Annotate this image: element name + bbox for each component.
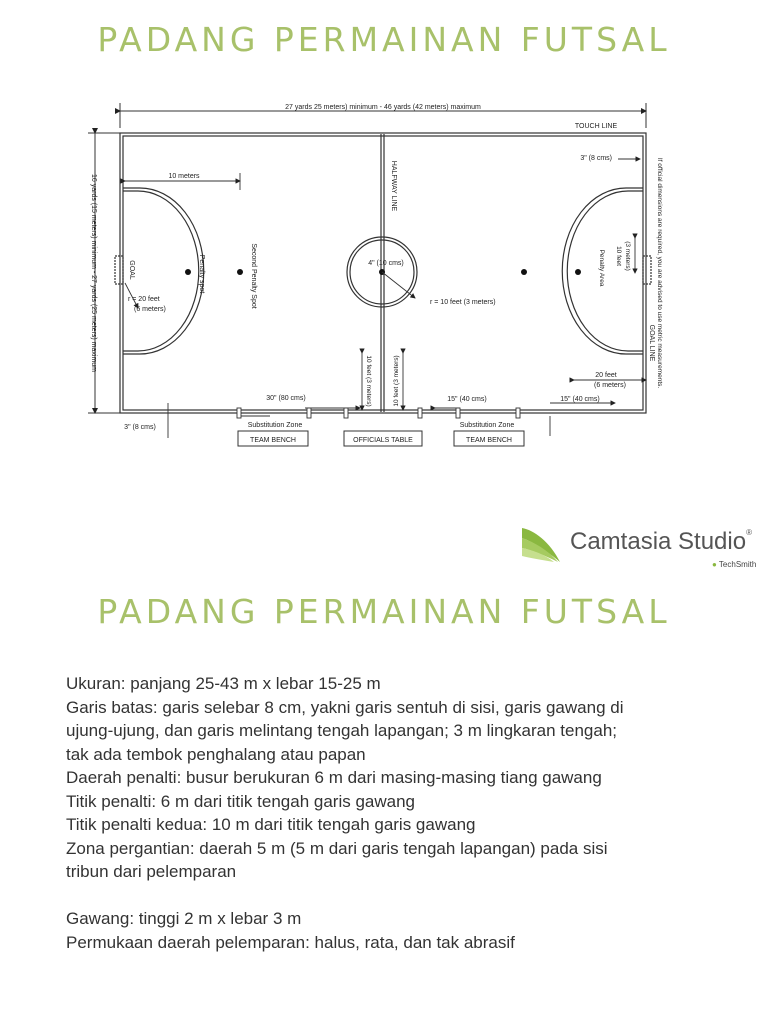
body-line: Garis batas: garis selebar 8 cm, yakni garis sentuh di sisi, garis gawang di [66, 697, 624, 717]
second-penalty-spot-left [237, 269, 243, 275]
three-cms-top-label: 3" (8 cms) [580, 155, 612, 162]
body-line: Permukaan daerah pelemparan: halus, rata, dan tak abrasif [66, 932, 515, 952]
second-penalty-spot-right [521, 269, 527, 275]
halfway-line-label: HALFWAY LINE [390, 160, 397, 212]
radius-20ft-label-a: r = 20 feet [128, 296, 160, 303]
ten-feet-label-b: 10 feet (3 meters) [393, 355, 400, 407]
camtasia-leaf-icon [520, 524, 564, 564]
side-dimension-label: 16 yards (15 meters) minimum - 27 yards (25 meters) maximum [90, 174, 97, 372]
body-line: tak ada tembok penghalang atau papan [66, 744, 366, 764]
sub-zone-left-label: Substitution Zone [247, 422, 303, 429]
slide-title-2: PADANG PERMAINAN FUTSAL [97, 592, 671, 631]
goal-right [643, 256, 651, 284]
team-bench-right-label: TEAM BENCH [466, 437, 512, 444]
penalty-area-label: Penalty Area [598, 249, 605, 287]
ten-meters-label: 10 meters [168, 173, 200, 180]
twenty-feet-label: 20 feet [595, 372, 617, 379]
logo-name: Camtasia Studio [570, 528, 747, 555]
thirty-in-label: 30" (80 cms) [266, 395, 306, 402]
six-meters-label: (6 meters) [594, 382, 626, 389]
body-text [66, 672, 746, 954]
body-line: Titik penalti: 6 m dari titik tengah garis gawang [66, 791, 415, 811]
touch-line-label: TOUCH LINE [574, 123, 618, 130]
official-note-label: If official dimensions are required, you are advised to use metric measurements. [656, 157, 663, 389]
three-cms-bottom-label: 3" (8 cms) [124, 424, 156, 431]
body-line: Zona pergantian: daerah 5 m (5 m dari garis tengah lapangan) pada sisi [66, 838, 608, 858]
goal-line-label: GOAL LINE [648, 324, 655, 362]
body-line: Daerah penalti: busur berukuran 6 m dari masing-masing tiang gawang [66, 768, 602, 787]
logo-byline-text: TechSmith [718, 560, 757, 569]
center-circle-4in-label: 4" (10 cms) [368, 260, 404, 267]
penalty-spot-left [185, 269, 191, 275]
fifteen-in-label-b: 15" (40 cms) [560, 396, 600, 403]
body-line: ujung-ujung, dan garis melintang tengah lapangan; 3 m lingkaran tengah; [66, 721, 618, 740]
goal-left-label: GOAL [128, 260, 135, 280]
body-line: tribun dari pelemparan [66, 862, 237, 881]
radius-10ft-label: r = 10 feet (3 meters) [430, 299, 496, 306]
logo-byline: ● TechSmith [712, 560, 757, 569]
radius-20ft-label-b: (6 meters) [134, 306, 166, 313]
slide-title: PADANG PERMAINAN FUTSAL [97, 20, 671, 59]
fifteen-in-label-a: 15" (40 cms) [447, 396, 487, 403]
sub-zone-right-label: Substitution Zone [459, 422, 515, 429]
body-line: Ukuran: panjang 25-43 m x lebar 15-25 m [66, 674, 381, 693]
camtasia-logo [520, 520, 765, 570]
futsal-field-diagram [80, 98, 690, 458]
body-line: Gawang: tinggi 2 m x lebar 3 m [66, 909, 302, 928]
team-bench-left-label: TEAM BENCH [250, 437, 296, 444]
second-penalty-spot-label: Second Penalty Spot [250, 243, 257, 309]
logo-reg-mark: ® [746, 528, 752, 537]
three-meters-area-label: (3 meters) [624, 241, 631, 271]
ten-feet-area-label: 10 feet [615, 246, 622, 266]
goal-left [115, 256, 123, 284]
body-line: Titik penalti kedua: 10 m dari titik tengah garis gawang [66, 815, 476, 834]
penalty-spot-label: Penalty spot [198, 254, 205, 294]
officials-table-label: OFFICIALS TABLE [353, 437, 413, 444]
ten-feet-label-a: 10 feet (3 meters) [365, 355, 372, 407]
body-line-blank [66, 884, 746, 908]
penalty-spot-right [575, 269, 581, 275]
top-dimension-label: 27 yards 25 meters) minimum - 46 yards (42 meters) maximum [285, 104, 481, 111]
